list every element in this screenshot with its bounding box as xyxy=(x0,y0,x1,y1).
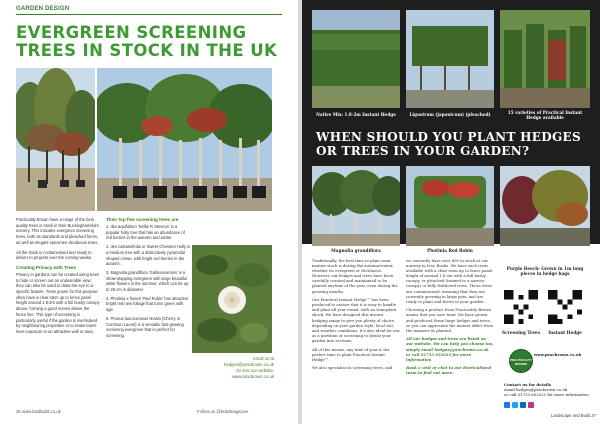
logo-text: PRACTICALITY BROWN xyxy=(510,358,532,366)
headline-line-1: EVERGREEN SCREENING xyxy=(16,23,247,42)
footer-right: Follow us @bulldmagazine xyxy=(197,409,249,414)
caption-native-mix: Native Mix: 1.8-2m Instant Hedge xyxy=(316,112,396,117)
page-headline xyxy=(16,24,286,60)
contact-line-1: email us at xyxy=(253,356,274,361)
caption-magnolia: Magnolia grandiflora xyxy=(331,248,381,253)
qr-label-instant-hedge: Instant Hedge xyxy=(548,330,582,335)
right-title-line-2: OR TREES IN YOUR GARDEN? xyxy=(316,144,530,158)
section-rubric: GARDEN DESIGN xyxy=(16,6,70,12)
qr-code-instant-hedge[interactable] xyxy=(548,290,582,324)
footer-left: 26 www.landbuild.co.uk xyxy=(16,409,61,414)
left-column-1 xyxy=(16,217,100,339)
privacy-paragraph: Privacy in gardens can be created using trees to hide or screen out an undesirable view; they can also be used to draw the eye to a specific feature. Trees grown for this purpose often have a clear stem up to fence panel height around 1.8-2m with a full bushy canopy above, forming a good screen above the fence line. This type of screening is particularly useful if the garden is overlooked by neighbouring properties or to retain lower-level exposure to an attractive wall or area. xyxy=(16,271,100,334)
list-item: 5. Prunus laurocerasus Novita (Cherry or Common Laurel) is a versatile fast-growing screening evergreen that is perfect for screening. xyxy=(106,315,184,338)
top-five-heading: Their top five screening trees are xyxy=(106,217,179,222)
right-paragraph: we currently have over 800 in stock at our nursery in Iver, Bucks. We have such trees available with a clear stem up to fence panel height of around 1.8-2m with a full bushy canopy, or pleached (trained to a narrow canopy) or fully feathered trees. These trees are containerised, meaning that they are currently growing in large pots, and are ready to plant and thrive in your garden. xyxy=(406,258,493,304)
right-column-1 xyxy=(312,258,400,374)
qr-code-screening-trees[interactable] xyxy=(504,290,538,324)
list-item: 1. Ilex aquifolium 'Nellie R Stevens' is a popular holly tree that has an abundance of red berries in the autumn and winter. xyxy=(106,224,185,241)
rubric-rule xyxy=(16,14,282,15)
right-green-paragraph: All our hedges and trees are listed on our website. We can help you choose too, simply email hedges@pracbrown.co.uk or call 01753 652022 for more information xyxy=(406,336,494,362)
caption-purple-beech: Purple Beech: Grown in 1m long pieces in hedge bags xyxy=(506,266,584,276)
right-title-line-1: WHEN SHOULD YOU PLANT HEDGES xyxy=(316,130,581,144)
contact-line-3: Or visit our website: xyxy=(236,368,274,373)
caption-ligustrum: Ligustrum (japonicum) (pleached) xyxy=(409,112,491,117)
contact-email[interactable]: email hedges@pracbrown.co.uk xyxy=(504,387,568,392)
right-paragraph: All of this means, any time of year is the perfect time to plant Practical Instant Hedge™. xyxy=(312,346,390,362)
white-rose-photo xyxy=(192,245,272,353)
right-paragraph: Traditionally, the best time to plant semi-mature stock is during the autumn/winter, whether its evergreen or deciduous. However, our hedges and trees have been carefully curated and maintained to be planted anytime of the year, even during the growing months. xyxy=(312,258,398,294)
twitter-icon[interactable] xyxy=(512,402,518,408)
linkedin-icon[interactable] xyxy=(520,402,526,408)
left-page xyxy=(0,0,298,424)
top-five-list xyxy=(106,224,190,339)
tree-alley-photo xyxy=(16,68,95,211)
purple-beech-photo xyxy=(500,166,590,246)
magnolia-photo xyxy=(312,166,400,246)
headline-line-2: TREES IN STOCK IN THE UK xyxy=(16,41,278,60)
right-paragraph: Choosing a product from Practicality Brown means that you save time! We have grown and produced these large hedges and trees, so you can appreciate the mature effect from the moment its planted. xyxy=(406,307,494,333)
photinia-photo xyxy=(406,166,494,246)
contact-block xyxy=(196,356,274,380)
hedge-varieties-photo xyxy=(500,10,590,108)
right-paragraph: We also specialise in screening trees, and xyxy=(312,365,393,371)
privacy-heading: Creating Privacy with Trees xyxy=(16,264,76,270)
list-item: 2. Ilex castaneifolia or Sweet Chestnut Holly is a medium tree with a distinctively pyramidal shaped crown, with bright red berries in the autumn. xyxy=(106,244,190,267)
list-item: 4. Photinia x fraseri 'Red Robin' has attractive bright red new foliage that turns green with age. xyxy=(106,295,189,313)
intro-paragraph-1: Practicality Brown have a range of the best quality trees in stock in their Buckinghamshire nursery. This includes evergreen screening trees, both as standards and pleached forms, as well as elegant specimen deciduous trees. xyxy=(16,217,100,245)
contact-heading: Contact us for details xyxy=(504,382,552,387)
right-paragraph: Our Practical Instant Hedge™ has been produced to ensure that it is easy to handle and plant all year round, with no transplant shock. We have designed this instant hedging range to give you plenty of choice, depending on your garden style, local soil, and weather conditions. It's also ideal for use as a partition or screening to divide your garden into sections. xyxy=(312,297,400,343)
practicality-brown-logo xyxy=(509,349,533,373)
right-footer: Landscape and Build 27 xyxy=(551,413,596,418)
contact-details xyxy=(504,382,596,397)
caption-varieties: 15 varieties of Practical Instant Hedge available xyxy=(507,110,583,120)
right-website-link[interactable]: www.pracbrown.co.uk xyxy=(534,352,582,357)
right-column-2 xyxy=(406,258,494,379)
right-green-paragraph: Book a visit or chat to our Horticultural team to find out more. xyxy=(406,365,492,376)
list-item: 3. Magnolia grandiflora 'Gallissoniensis' is a show-stopping evergreen with large beautiful white flowers in the summer, which can be up to 25 cm in diameter. xyxy=(106,269,189,293)
contact-phone: or call 01753 652022 for more information xyxy=(504,392,589,397)
native-mix-photo xyxy=(312,10,400,108)
right-page xyxy=(302,0,600,424)
contact-website-link[interactable]: www.pracbrown.co.uk xyxy=(232,374,274,379)
ligustrum-photo xyxy=(406,10,494,108)
qr-label-screening-trees: Screening Trees xyxy=(502,330,540,335)
pleached-trees-photo xyxy=(97,68,272,211)
intro-paragraph-2: All the stock is containerised and ready to deliver to projects over the coming weeks. xyxy=(16,249,93,261)
left-column-2 xyxy=(106,217,190,342)
right-contact-block xyxy=(534,352,596,357)
facebook-icon[interactable] xyxy=(504,402,510,408)
contact-email-link[interactable]: hedges@pracbrown.co.uk xyxy=(224,362,274,367)
instagram-icon[interactable] xyxy=(528,402,534,408)
caption-photinia: Photinia Red Robin xyxy=(427,248,473,253)
right-title xyxy=(316,130,596,158)
